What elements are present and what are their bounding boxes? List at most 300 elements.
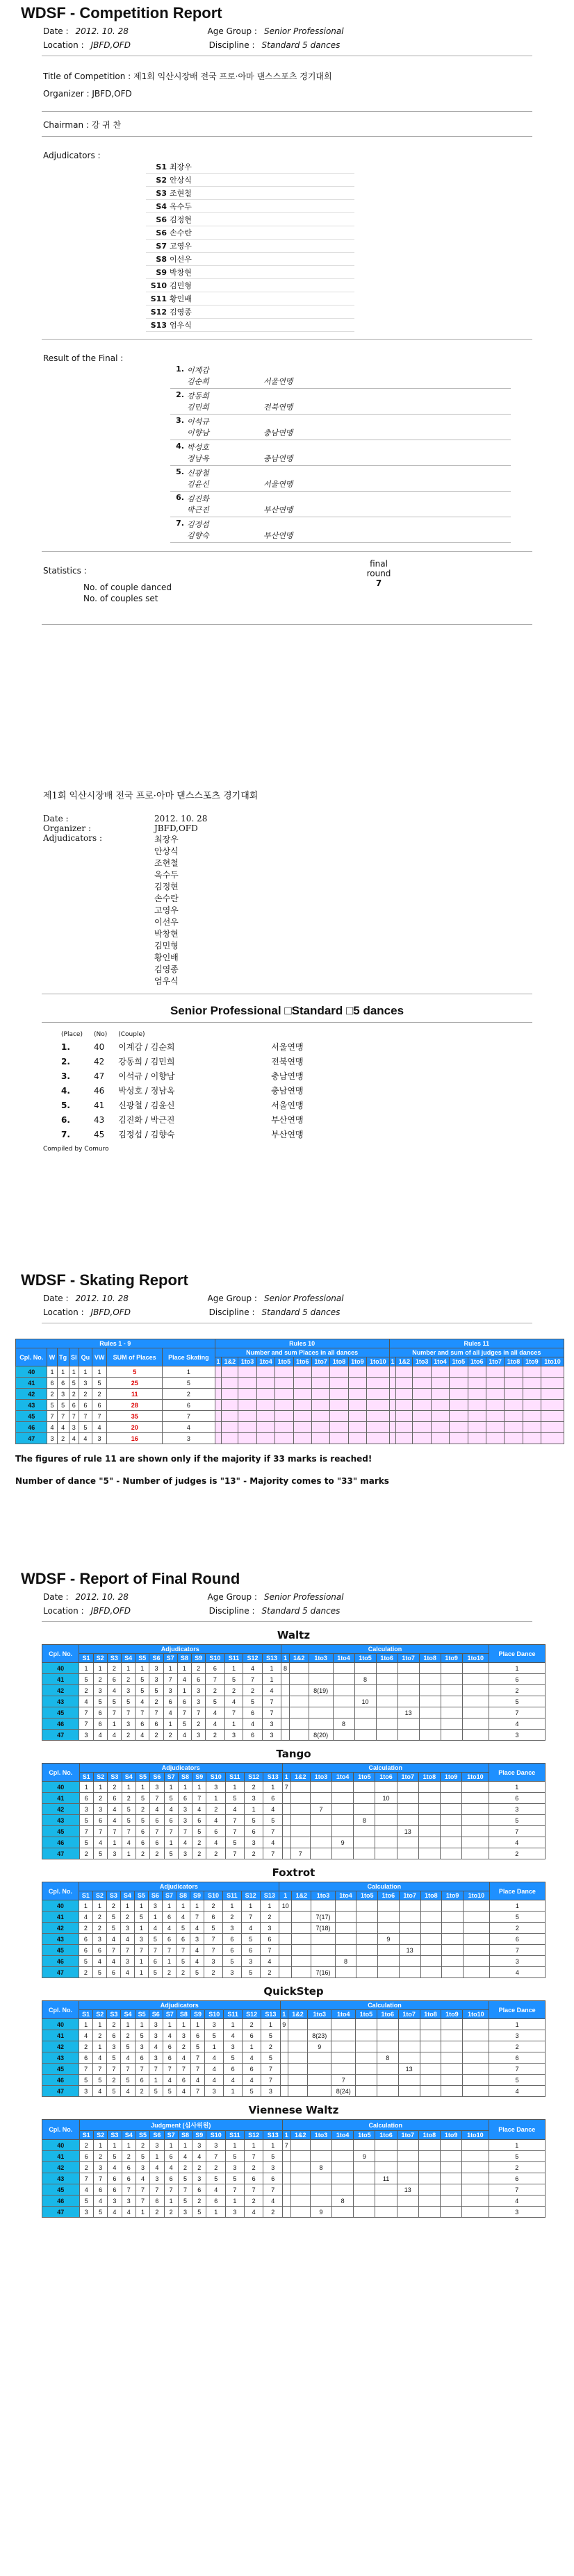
- summary-adjudicator: 안상식: [154, 846, 179, 856]
- couple-number: 47: [42, 2207, 80, 2218]
- judge-mark: 5: [261, 2030, 280, 2041]
- judge-mark: 5: [134, 1912, 148, 1923]
- judge-mark: 4: [107, 1685, 121, 1696]
- dance-place: 2: [47, 1389, 57, 1400]
- judge-mark: 4: [163, 2075, 177, 2086]
- calc-cell: [441, 1663, 462, 1674]
- judge-mark: 2: [192, 2162, 206, 2173]
- judge-mark: 2: [120, 1912, 134, 1923]
- judge-mark: 2: [92, 1923, 106, 1934]
- judge-mark: 2: [93, 2030, 107, 2041]
- judge-mark: 6: [122, 2173, 136, 2184]
- calc-cell: [420, 1934, 442, 1945]
- judge-mark: 5: [204, 1923, 222, 1934]
- calc-cell: [354, 1782, 375, 1793]
- judge-mark: 5: [241, 1934, 260, 1945]
- judge-mark: 7: [121, 1707, 135, 1718]
- rule-cell: [486, 1422, 504, 1433]
- dance-table: Cpl. No. Adjudicators Calculation Place Dance S1 S2 S3 S4 S5 S6 S7 S8 S9 S10 S11 S12 S13 1 1&2 1to3 1to4 1to5 1to6 1to7 1to8 1to9 1to10 40 1 1 2 1 1 3 1 1 1 3 1 2 1 7 1 41 6 2 6 2 5 7 5 6 7 1 5 3 6 10 6 42 3 3 4 5 2 4 4 3 4 2 4 1 4 7 3 43 5 6 4 5 5 6 6 3 6 4 7 5 5 8 5 45 7 7 7 7 6 7 7 7 5 6 7 6 7 13 7 46 5 4 1 4 6 6 1 4 2 4 5 3 4 9 4 47 2 5 3 1 2 2 5 3 2 2 7 2 7 7 2: [42, 1763, 546, 1859]
- judge-mark: 1: [241, 1900, 260, 1912]
- calc-cell: [288, 2075, 308, 2086]
- place-dance: 7: [489, 1707, 545, 1718]
- judge-mark: 1: [122, 1782, 136, 1793]
- rule-cell: [541, 1366, 564, 1378]
- calc-cell: 8: [332, 2196, 354, 2207]
- judge-mark: 4: [93, 1730, 107, 1741]
- judge-mark: 7: [190, 2086, 204, 2097]
- adjudicator-name: 손수란: [170, 228, 192, 237]
- summary-adjudicator: 옥수두: [154, 870, 179, 880]
- judge-mark: 2: [122, 2151, 136, 2162]
- rule-cell: [238, 1433, 256, 1444]
- judge-mark: 3: [223, 1967, 241, 1978]
- rule-cell: [523, 1378, 541, 1389]
- judge-mark: 2: [135, 2086, 149, 2097]
- rule-cell: [541, 1378, 564, 1389]
- rule-cell: [523, 1389, 541, 1400]
- dance-place: 7: [47, 1411, 57, 1422]
- judge-mark: 4: [192, 2151, 206, 2162]
- calc-cell: [397, 1848, 418, 1859]
- calc-cell: [282, 1815, 290, 1826]
- place-dance: 6: [489, 2173, 545, 2184]
- dance-row: [42, 2140, 546, 2151]
- judge-mark: 7: [224, 1707, 243, 1718]
- judge-mark: 2: [93, 1793, 107, 1804]
- summary-cell-club: 전북연맹: [271, 1057, 304, 1067]
- judge-mark: 5: [136, 1674, 149, 1685]
- place-dance: 1: [489, 1663, 545, 1674]
- calc-cell: [279, 1956, 292, 1967]
- judge-mark: 4: [226, 1804, 245, 1815]
- judge-mark: 2: [206, 1848, 226, 1859]
- rule-cell: [450, 1400, 468, 1411]
- judge-mark: 4: [206, 1718, 224, 1730]
- judge-mark: 3: [136, 2162, 149, 2173]
- calc-cell: [463, 1967, 489, 1978]
- judge-mark: 6: [136, 1837, 149, 1848]
- judge-mark: 6: [136, 1826, 149, 1837]
- judge-mark: 7: [163, 1674, 177, 1685]
- calc-cell: 8: [310, 2162, 331, 2173]
- rule-cell: [468, 1366, 486, 1378]
- calc-cell: [463, 1923, 489, 1934]
- calc-cell: [419, 1674, 441, 1685]
- dance-title: Viennese Waltz: [248, 2104, 339, 2116]
- rule-cell: [215, 1422, 222, 1433]
- adjudicator-row: [146, 279, 354, 292]
- rule-cell: [348, 1389, 366, 1400]
- judge-mark: 4: [206, 1707, 224, 1718]
- judge-mark: 7: [262, 1696, 281, 1707]
- calc-cell: [397, 1696, 419, 1707]
- judge-mark: 7: [244, 2151, 263, 2162]
- judge-mark: 5: [226, 1793, 245, 1804]
- adjudicator-row: [146, 266, 354, 279]
- rule-cell: [541, 1389, 564, 1400]
- calc-cell: [331, 2041, 355, 2052]
- judge-mark: 7: [107, 1707, 121, 1718]
- judge-mark: 6: [163, 2052, 177, 2064]
- judge-mark: 2: [263, 2207, 283, 2218]
- dance-row: [42, 2207, 546, 2218]
- calc-cell: [441, 2086, 463, 2097]
- judge-mark: 1: [121, 1663, 135, 1674]
- judge-mark: 2: [192, 1837, 206, 1848]
- rule-cell: [413, 1433, 431, 1444]
- calc-cell: [332, 2151, 354, 2162]
- summary-sheet: 제1회 익산시장배 전국 프로·아마 댄스스포츠 경기대회 Date : 2012. 10. 28 Organizer : JBFD,OFD Adjudicators : 최장우 안상식 조현철 옥수두 김정현 손수란 고영우 이선우 박창현 김민형 황인배 김영종 엄우식 Senior Professional □Standard □5 dances (Place) (No) (Couple) 1. 40 이계갑 / 김순희 서울연맹 2. 42 강동희 / 김민희 전북연맹 3. 47 이석규 / 이향남 충남연맹 4. 46 박성호 / 정남옥 충남연맹 5. 41 신광철 / 김윤신 서울연맹 6. 43 김진화 / 박근진 부산연맹 7. 45 김정섭 / 김향숙 부산연맹 Compiled by Comuro: [0, 788, 574, 1153]
- judge-mark: 3: [150, 2173, 164, 2184]
- judge-mark: 7: [122, 2184, 136, 2196]
- judge-mark: 1: [149, 2075, 163, 2086]
- judge-mark: 7: [79, 2064, 93, 2075]
- judge-mark: 7: [260, 1945, 279, 1956]
- sum-places: 25: [107, 1378, 163, 1389]
- dance-place: 7: [79, 1411, 92, 1422]
- calc-cell: [280, 2052, 288, 2064]
- judge-mark: 1: [164, 1837, 178, 1848]
- judge-mark: 4: [224, 2030, 243, 2041]
- judge-mark: 4: [108, 1815, 122, 1826]
- calc-cell: [354, 1718, 376, 1730]
- judge-mark: 1: [121, 2019, 135, 2030]
- judge-mark: 3: [262, 1718, 281, 1730]
- calc-cell: [288, 2086, 308, 2097]
- adjudicator-code: S4: [156, 201, 167, 211]
- judge-mark: 7: [244, 2184, 263, 2196]
- judge-mark: 4: [162, 1923, 176, 1934]
- judge-mark: 2: [150, 2207, 164, 2218]
- calc-cell: [419, 1707, 441, 1718]
- rule-cell: [389, 1422, 396, 1433]
- rule-cell: [396, 1411, 413, 1422]
- couple-number: 46: [42, 1718, 79, 1730]
- calc-cell: [376, 1685, 397, 1696]
- judge-mark: 6: [92, 1945, 106, 1956]
- calc-cell: [441, 1685, 462, 1696]
- judge-mark: 4: [108, 1804, 122, 1815]
- calc-cell: [282, 2151, 290, 2162]
- calc-cell: [332, 1848, 354, 1859]
- judge-mark: 4: [224, 2075, 243, 2086]
- judge-mark: 3: [260, 1923, 279, 1934]
- calc-cell: [462, 1685, 489, 1696]
- rule-cell: [389, 1378, 396, 1389]
- judge-mark: 6: [206, 2196, 226, 2207]
- place-dance: 7: [489, 1826, 545, 1837]
- judge-mark: 2: [204, 1967, 222, 1978]
- judge-mark: 6: [108, 1793, 122, 1804]
- judge-mark: 5: [149, 2086, 163, 2097]
- result-club: 부산연맹: [263, 531, 293, 540]
- rule-cell: [389, 1366, 396, 1378]
- judge-mark: 6: [122, 2162, 136, 2173]
- rule-cell: [468, 1378, 486, 1389]
- judge-mark: 1: [79, 1663, 93, 1674]
- judge-mark: 4: [121, 2086, 135, 2097]
- calc-cell: [310, 1826, 331, 1837]
- judge-mark: 1: [206, 1793, 226, 1804]
- rule-cell: [215, 1400, 222, 1411]
- rule-cell: [523, 1422, 541, 1433]
- judge-mark: 3: [149, 1663, 163, 1674]
- summary-cell-club: 부산연맹: [271, 1130, 304, 1139]
- summary-row: [56, 1054, 309, 1069]
- result-place: 6.: [176, 493, 184, 502]
- summary-adjudicator: 이선우: [154, 917, 179, 927]
- judge-mark: 1: [162, 1900, 176, 1912]
- dance-row: [42, 1945, 546, 1956]
- adjudicator-name: 옥수두: [170, 202, 192, 211]
- judge-mark: 2: [224, 1685, 243, 1696]
- dance-row: [42, 1912, 546, 1923]
- judge-mark: 5: [164, 1848, 178, 1859]
- rule-cell: [396, 1433, 413, 1444]
- calc-cell: [288, 2041, 308, 2052]
- judge-mark: 5: [106, 1912, 120, 1923]
- calc-cell: [397, 1663, 419, 1674]
- judge-mark: 4: [93, 2052, 107, 2064]
- judge-mark: 4: [206, 1837, 226, 1848]
- dance-row: [42, 1956, 546, 1967]
- calc-cell: [331, 2052, 355, 2064]
- judge-mark: 5: [93, 2075, 107, 2086]
- calc-cell: 8: [354, 1674, 376, 1685]
- dance-place: 4: [92, 1422, 106, 1433]
- calc-cell: [420, 2086, 441, 2097]
- calc-cell: [354, 2140, 375, 2151]
- calc-cell: [397, 1782, 418, 1793]
- judge-mark: 4: [150, 1804, 164, 1815]
- place-dance: 2: [489, 2041, 546, 2052]
- rule-cell: [523, 1433, 541, 1444]
- calc-cell: [279, 1923, 292, 1934]
- summary-cell-p: 7.: [61, 1129, 70, 1139]
- calc-cell: [418, 1837, 440, 1848]
- judge-mark: 2: [177, 2041, 190, 2052]
- calc-cell: [332, 2173, 354, 2184]
- place-dance: 6: [489, 1674, 545, 1685]
- judge-mark: 5: [226, 2173, 245, 2184]
- calc-cell: [282, 2207, 290, 2218]
- adjudicator-row: [146, 226, 354, 240]
- judge-mark: 1: [163, 1663, 177, 1674]
- judge-mark: 6: [204, 1912, 222, 1923]
- result-club: 서울연맹: [263, 480, 293, 489]
- adjudicators-label: Adjudicators :: [43, 151, 101, 160]
- judge-mark: 4: [206, 2184, 226, 2196]
- rule-cell: [215, 1433, 222, 1444]
- judge-mark: 4: [241, 1923, 260, 1934]
- calc-cell: [420, 1923, 442, 1934]
- couple-number: 42: [42, 1685, 79, 1696]
- judge-mark: 6: [93, 1707, 107, 1718]
- calc-cell: 9: [280, 2019, 288, 2030]
- calc-cell: [375, 1826, 397, 1837]
- calc-cell: [376, 1663, 397, 1674]
- judge-mark: 1: [226, 2140, 245, 2151]
- adjudicator-code: S6: [156, 228, 167, 237]
- judge-mark: 1: [224, 1718, 243, 1730]
- calc-cell: [397, 1804, 418, 1815]
- calc-cell: [418, 2184, 440, 2196]
- adjudicator-code: S12: [150, 307, 167, 317]
- judge-mark: 2: [204, 1900, 222, 1912]
- judge-mark: 3: [204, 1956, 222, 1967]
- calc-cell: [280, 2030, 288, 2041]
- judge-mark: 5: [136, 1815, 149, 1826]
- judge-mark: 5: [178, 2196, 192, 2207]
- result-leader: 이석규: [187, 417, 209, 426]
- summary-cell-no: 45: [93, 1129, 105, 1139]
- calc-cell: [375, 1848, 397, 1859]
- rule-cell: [389, 1411, 396, 1422]
- dance-table: Cpl. No. Adjudicators Calculation Place Dance S1 S2 S3 S4 S5 S6 S7 S8 S9 S10 S11 S12 S13 1 1&2 1to3 1to4 1to5 1to6 1to7 1to8 1to9 1to10 40 1 1 2 1 1 3 1 1 2 6 1 4 1 8 1 41 5 2 6 2 5 3 7 4 6 7 5 7 1 8 6 42 2 3 4 3 5 5 3 1 3 2 2 2 4 8(19) 2 43 4 5 5 5 4 2 6 6 3 5 4 5 7 10 5 45 7 6 7 7 7 7 4 7 7 4 7 6 7 13 7 46 7 6 1 3 6 6 1 5 2 4 1 4 3 8 4 47 3 4 4 2 4 2 2 4 3 2 3 6 3 8(20) 3: [42, 1644, 546, 1741]
- judge-mark: 7: [204, 1934, 222, 1945]
- summary-cell-c: 신광철 / 김윤신: [118, 1101, 175, 1110]
- rule-cell: [330, 1411, 348, 1422]
- rule-cell: [505, 1422, 523, 1433]
- rule-cell: [450, 1422, 468, 1433]
- skating-row: [16, 1411, 564, 1422]
- calc-cell: [375, 1815, 397, 1826]
- calc-cell: [311, 1956, 335, 1967]
- result-club: 충남연맹: [263, 428, 293, 437]
- judge-mark: 1: [178, 2140, 192, 2151]
- calc-cell: [308, 2086, 331, 2097]
- calc-cell: [281, 1707, 290, 1718]
- calc-cell: [355, 2041, 377, 2052]
- judge-mark: 2: [176, 1967, 190, 1978]
- dance-table: Cpl. No. Adjudicators Calculation Place Dance S1 S2 S3 S4 S5 S6 S7 S8 S9 S10 S11 S12 S13 1 1&2 1to3 1to4 1to5 1to6 1to7 1to8 1to9 1to10 40 1 1 2 1 1 3 1 1 1 3 1 2 1 9 1 41 4 2 6 2 5 3 4 3 6 5 4 6 5 8(23) 3 42 2 1 3 5 3 4 6 2 5 1 3 1 2 9 2 43 6 4 5 4 6 3 6 4 7 4 5 4 5 8 6 45 7 7 7 7 7 7 7 7 7 4 6 6 7 13 7 46 5 5 2 5 6 1 4 6 4 4 4 4 7 7 5 47 3 4 5 4 2 5 5 4 7 3 1 5 3 8(24) 4: [42, 2000, 546, 2097]
- judge-mark: 1: [192, 1782, 206, 1793]
- judge-mark: 4: [79, 2184, 93, 2196]
- judge-mark: 1: [136, 1663, 149, 1674]
- calc-cell: [335, 1967, 356, 1978]
- judge-mark: 3: [121, 1718, 135, 1730]
- judge-mark: 1: [148, 1912, 162, 1923]
- judge-mark: 1: [205, 2041, 224, 2052]
- result-leader: 이계갑: [187, 366, 209, 375]
- dance-place: 1: [57, 1366, 69, 1378]
- summary-cell-no: 43: [93, 1114, 105, 1125]
- calc-cell: [397, 1730, 419, 1741]
- rule-cell: [523, 1411, 541, 1422]
- summary-row: [56, 1098, 309, 1112]
- judge-mark: 7: [177, 1707, 191, 1718]
- dance-row: [42, 1782, 546, 1793]
- calc-cell: [442, 1923, 464, 1934]
- judge-mark: 3: [262, 1730, 281, 1741]
- place-dance: 1: [489, 2140, 545, 2151]
- calc-cell: [279, 1912, 292, 1923]
- calc-cell: [420, 2019, 441, 2030]
- judge-mark: 2: [206, 2162, 226, 2173]
- result-partner: 김순희: [187, 377, 209, 386]
- judge-mark: 5: [244, 1815, 263, 1826]
- rule-cell: [431, 1400, 449, 1411]
- judge-mark: 2: [242, 2019, 261, 2030]
- judge-mark: 7: [79, 2173, 93, 2184]
- calc-cell: 7(18): [311, 1923, 335, 1934]
- judge-mark: 2: [79, 2162, 93, 2173]
- calc-cell: [399, 1956, 420, 1967]
- judge-mark: 1: [262, 1674, 281, 1685]
- result-place: 7.: [176, 519, 184, 528]
- judge-mark: 2: [244, 1848, 263, 1859]
- judge-mark: 3: [178, 1804, 192, 1815]
- rule-cell: [486, 1366, 504, 1378]
- calc-cell: [378, 1956, 400, 1967]
- calc-cell: 13: [399, 1945, 420, 1956]
- place-dance: 2: [489, 2162, 545, 2173]
- judge-mark: 7: [150, 1826, 164, 1837]
- sum-places: 20: [107, 1422, 163, 1433]
- calc-cell: 8: [281, 1663, 290, 1674]
- summary-cell-club: 서울연맹: [271, 1042, 304, 1052]
- calc-cell: [419, 1663, 441, 1674]
- dance-place: 4: [47, 1422, 57, 1433]
- judge-mark: 5: [148, 1934, 162, 1945]
- calc-cell: [420, 1956, 442, 1967]
- judge-mark: 7: [263, 2184, 283, 2196]
- calc-cell: [356, 1934, 378, 1945]
- calc-cell: [354, 1663, 376, 1674]
- calc-cell: [331, 2030, 355, 2041]
- place-dance: 3: [489, 1730, 545, 1741]
- calc-cell: [333, 1696, 354, 1707]
- calc-cell: [418, 1848, 440, 1859]
- rule-cell: [311, 1411, 329, 1422]
- summary-adjudicator: 황인배: [154, 953, 179, 962]
- calc-cell: [290, 1815, 310, 1826]
- couple-number: 40: [42, 2140, 80, 2151]
- sum-places: 5: [107, 1366, 163, 1378]
- calc-cell: [420, 2041, 441, 2052]
- calc-cell: [311, 1900, 335, 1912]
- couple-number: 45: [42, 1826, 80, 1837]
- calc-cell: [309, 1674, 333, 1685]
- place-dance: 4: [489, 1837, 545, 1848]
- couple-number: 41: [16, 1378, 47, 1389]
- summary-cell-club: 부산연맹: [271, 1115, 304, 1125]
- summary-adjudicator: 손수란: [154, 894, 179, 903]
- calc-cell: 8(24): [331, 2086, 355, 2097]
- judge-mark: 1: [93, 2019, 107, 2030]
- rule-cell: [275, 1411, 293, 1422]
- dance-place: 2: [92, 1389, 106, 1400]
- couple-number: 42: [42, 1923, 79, 1934]
- calc-cell: [463, 1945, 489, 1956]
- summary-adjudicator: 김정현: [154, 882, 179, 892]
- judge-mark: 6: [79, 1945, 92, 1956]
- judge-mark: 6: [106, 1967, 120, 1978]
- rule-cell: [450, 1389, 468, 1400]
- calc-cell: [354, 2207, 375, 2218]
- calc-cell: [463, 1934, 489, 1945]
- calc-cell: [282, 2184, 290, 2196]
- couple-number: 43: [42, 1934, 79, 1945]
- calc-cell: [377, 2075, 398, 2086]
- judge-mark: 6: [206, 1663, 224, 1674]
- adjudicator-row: [146, 292, 354, 306]
- rule-cell: [215, 1366, 222, 1378]
- adjudicator-code: S8: [156, 254, 167, 264]
- calc-cell: [463, 2041, 489, 2052]
- couple-number: 43: [42, 1815, 80, 1826]
- calc-cell: [354, 2173, 375, 2184]
